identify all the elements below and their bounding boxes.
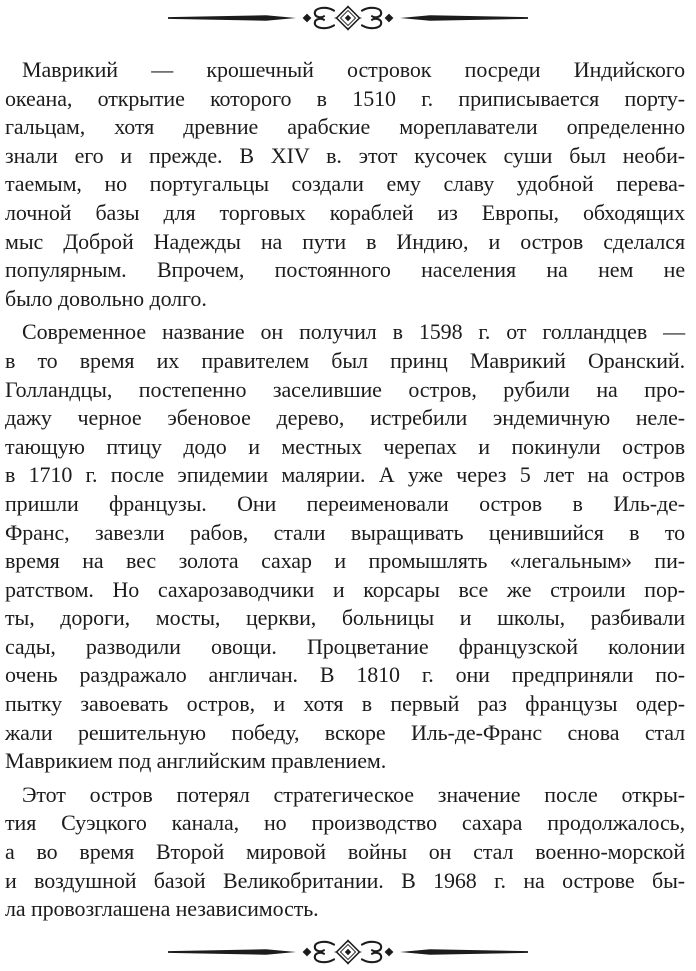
paragraph — [5, 318, 685, 776]
text-line: сады, разводили овощи. Процветание французской колонии — [5, 633, 685, 659]
text-line: Маврикием под английским правлением. — [5, 748, 387, 774]
text-line: ты, дороги, мосты, церкви, больницы и школы, разбивали — [5, 605, 685, 631]
text-line: пытку завоевать остров, и хотя в первый раз французы одер- — [5, 691, 685, 717]
text-line: тающую птицу додо и местных черепах и покинули остров — [5, 433, 685, 459]
article-text — [5, 56, 685, 924]
text-line: Маврикий — крошечный островок посреди Индийского — [22, 57, 685, 82]
text-line: гальцам, хотя древние арабские мореплаватели определенно — [5, 114, 685, 140]
text-line: лочной базы для торговых кораблей из Европы, обходящих — [5, 199, 685, 225]
text-line: жали решительную победу, вскоре Иль-де-Франс снова стал — [5, 719, 685, 745]
bottom-ornament-divider — [0, 939, 696, 965]
text-line: ратством. Но сахарозаводчики и корсары все же строили пор- — [5, 576, 685, 602]
text-line: мыс Доброй Надежды на пути в Индию, и остров сделался — [5, 228, 685, 254]
text-line: Современное название он получил в 1598 г. от голландцев — — [22, 319, 685, 345]
paragraph — [5, 781, 685, 924]
text-line: океана, открытие которого в 1510 г. приписывается порту- — [5, 85, 685, 111]
text-line: ла провозглашена независимость. — [5, 896, 319, 922]
paragraph — [5, 56, 685, 313]
text-line: Франс, завезли рабов, стали выращивать ценившийся в то — [5, 519, 685, 545]
text-line: в 1710 г. после эпидемии малярии. А уже через 5 лет на остров — [5, 462, 685, 488]
text-line: Этот остров потерял стратегическое значение после откры- — [22, 781, 685, 807]
text-line: было довольно долго. — [5, 285, 207, 311]
fleuron-divider-icon — [168, 5, 528, 31]
text-line: таемым, но португальцы создали ему славу удобной перева- — [5, 171, 685, 197]
text-line: знали его и прежде. В XIV в. этот кусочек суши был необи- — [5, 142, 685, 168]
text-line: очень раздражало англичан. В 1810 г. они предприняли по- — [5, 662, 685, 688]
top-ornament-divider — [0, 5, 696, 31]
fleuron-divider-icon — [168, 939, 528, 965]
text-line: пришли французы. Они переименовали остров в Иль-де- — [5, 490, 685, 516]
text-line: тия Суэцкого канала, но производство сахара продолжалось, — [5, 810, 685, 836]
text-line: Голландцы, постепенно заселившие остров, рубили на про- — [5, 376, 685, 402]
text-line: а во время Второй мировой войны он стал военно-морской — [5, 839, 685, 865]
text-line: и воздушной базой Великобритании. В 1968 г. на острове бы- — [5, 867, 685, 893]
text-line: в то время их правителем был принц Маврикий Оранский. — [5, 347, 685, 373]
text-line: дажу черное эбеновое дерево, истребили эндемичную неле- — [5, 405, 685, 431]
text-line: время на вес золота сахар и промышлять «легальным» пи- — [5, 548, 685, 574]
text-line: популярным. Впрочем, постоянного населения на нем не — [5, 257, 685, 283]
